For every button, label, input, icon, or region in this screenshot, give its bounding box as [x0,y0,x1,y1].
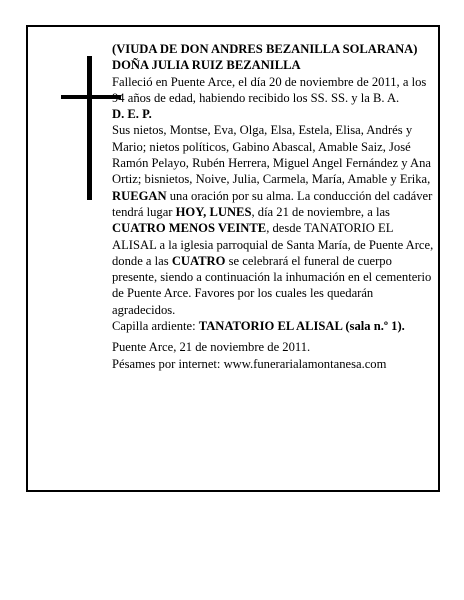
ruegan-word: RUEGAN [112,188,167,203]
place-date: Puente Arce, 21 de noviembre de 2011. [112,340,311,355]
family-list: Sus nietos, Montse, Eva, Olga, Elsa, Estela, Elisa, Andrés y Mario; nietos políticos, Gabino Abascal, Amable Saiz, José Ramón Pelayo, Rubén Herrera, Miguel Angel Fernández y Ana Ortiz; bisnietos, Noive, Julia, Carmela, María, Amable y Erika, [112,123,431,187]
obituary-notice [26,25,440,492]
ceremony-text-3: , desde TANATORIO EL ALISAL a la iglesia parroquial de Santa María, de Puente Arce, donde a las [112,221,434,268]
dep-line: D. E. P. [112,107,152,122]
chapel-value: TANATORIO EL ALISAL (sala n.º 1). [198,319,405,334]
notice-body [112,41,436,372]
ceremony-info [112,188,436,318]
chapel-line [112,318,436,334]
ceremony-text-4: se celebrará el funeral de cuerpo presente, siendo a continuación la inhumación en el cementerio de Puente Arce. Favores por los cuales les quedarán agradecidos. [112,253,432,317]
chapel-label: Capilla ardiente: [112,319,199,334]
ceremony-text-2: , día 21 de noviembre, a las [251,204,390,219]
death-info: Falleció en Puente Arce, el día 20 de noviembre de 2011, a los 94 años de edad, habiendo recibido los SS. SS. y la B. A. [112,74,427,105]
condolences-line: Pésames por internet: www.funerarialamontanesa.com [112,356,387,371]
conduction-time: CUATRO MENOS VEINTE [112,221,267,236]
funeral-time: CUATRO [171,253,226,268]
ceremony-text-1: una oración por su alma. La conducción del cadáver tendrá lugar [112,188,433,219]
deceased-name: DOÑA JULIA RUIZ BEZANILLA [112,58,301,73]
widow-line: (VIUDA DE DON ANDRES BEZANILLA SOLARANA) [112,42,418,56]
ceremony-day: HOY, LUNES [175,204,252,219]
cross-vertical-bar [87,56,92,200]
